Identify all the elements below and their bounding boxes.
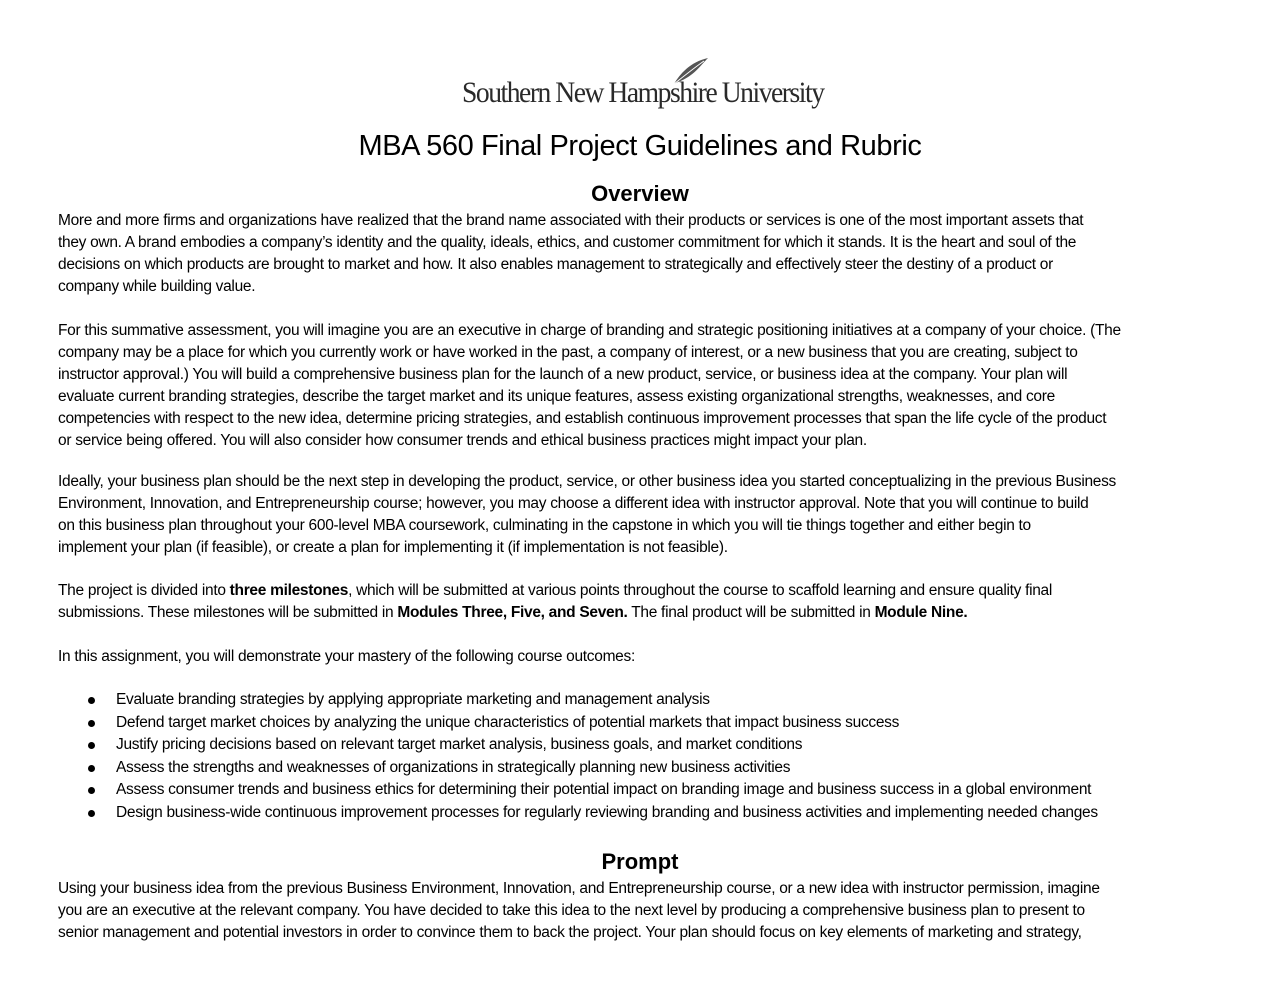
list-item: Design business-wide continuous improvement processes for regularly reviewing branding and business activities and implementing needed changes	[58, 802, 1098, 825]
bullet-icon	[88, 720, 95, 727]
bullet-icon	[88, 742, 95, 749]
prompt-paragraph	[58, 878, 1248, 944]
list-item: Justify pricing decisions based on relevant target market analysis, business goals, and market conditions	[58, 734, 1098, 757]
overview-paragraph-5	[58, 646, 1248, 668]
text-line: company while building value.	[58, 278, 256, 295]
overview-paragraph-1	[58, 210, 1248, 298]
overview-paragraph-2	[58, 320, 1248, 452]
bullet-icon	[88, 697, 95, 704]
text-line: Ideally, your business plan should be the next step in developing the product, service, or other business idea you started conceptualizing in the previous Business	[58, 473, 1117, 490]
prompt-heading: Prompt	[601, 849, 679, 874]
text-line: they own. A brand embodies a company’s identity and the quality, ideals, ethics, and customer commitment for which it stands. It is the heart and soul of the	[58, 234, 1077, 251]
text-line: senior management and potential investors in order to convince them to back the project. Your plan should focus on key elements of marketing and strategy,	[58, 924, 1082, 941]
logo-text: Southern New Hampshire University	[462, 76, 824, 109]
list-item: Defend target market choices by analyzing the unique characteristics of potential markets that impact business success	[58, 712, 1098, 735]
list-item: Assess consumer trends and business ethics for determining their potential impact on branding image and business success in a global environment	[58, 779, 1098, 802]
list-item: Assess the strengths and weaknesses of organizations in strategically planning new business activities	[58, 757, 1098, 780]
text-line: evaluate current branding strategies, describe the target market and its unique features, assess existing organizational strengths, weaknesses, and core	[58, 388, 1055, 405]
text-line: submissions. These milestones will be submitted in Modules Three, Five, and Seven. The final product will be submitted in Module Nine.	[58, 604, 968, 621]
bullet-icon	[88, 787, 95, 794]
text-line: More and more firms and organizations have realized that the brand name associated with their products or services is one of the most important assets that	[58, 212, 1084, 229]
final-module-emphasis: Module Nine.	[874, 604, 968, 621]
university-logo	[462, 56, 822, 114]
bullet-icon	[88, 765, 95, 772]
text-line: decisions on which products are brought to market and how. It also enables management to strategically and effectively steer the destiny of a product or	[58, 256, 1053, 273]
milestones-emphasis: three milestones	[229, 582, 349, 599]
text-line: implement your plan (if feasible), or create a plan for implementing it (if implementation is not feasible).	[58, 539, 728, 556]
text-line: The project is divided into three milestones, which will be submitted at various points throughout the course to scaffold learning and ensure quality final	[58, 582, 1053, 599]
overview-paragraph-4	[58, 580, 1248, 624]
modules-emphasis: Modules Three, Five, and Seven.	[397, 604, 628, 621]
text-line: company may be a place for which you currently work or have worked in the past, a company of interest, or a new business that you are creating, subject to	[58, 344, 1078, 361]
text-line: you are an executive at the relevant company. You have decided to take this idea to the next level by producing a comprehensive business plan to present to	[58, 902, 1085, 919]
course-outcomes-list	[58, 689, 1098, 825]
text-line: Environment, Innovation, and Entrepreneurship course; however, you may choose a different idea with instructor approval. Note that you will continue to build	[58, 495, 1089, 512]
page-title: MBA 560 Final Project Guidelines and Rubric	[358, 130, 922, 162]
text-line: For this summative assessment, you will imagine you are an executive in charge of branding and strategic positioning initiatives at a company of your choice. (The	[58, 322, 1121, 339]
text-line: Using your business idea from the previous Business Environment, Innovation, and Entrepreneurship course, or a new idea with instructor permission, imagine	[58, 880, 1100, 897]
overview-paragraph-3	[58, 471, 1248, 559]
bullet-icon	[88, 810, 95, 817]
text-line: on this business plan throughout your 600-level MBA coursework, culminating in the capstone in which you will tie things together and either begin to	[58, 517, 1031, 534]
list-item: Evaluate branding strategies by applying appropriate marketing and management analysis	[58, 689, 1098, 712]
overview-heading: Overview	[591, 181, 689, 206]
text-line: competencies with respect to the new idea, determine pricing strategies, and establish continuous improvement processes that span the life cycle of the product	[58, 410, 1107, 427]
text-line: or service being offered. You will also consider how consumer trends and ethical business practices might impact your plan.	[58, 432, 867, 449]
text-line: In this assignment, you will demonstrate your mastery of the following course outcomes:	[58, 648, 635, 665]
text-line: instructor approval.) You will build a comprehensive business plan for the launch of a new product, service, or business idea at the company. Your plan will	[58, 366, 1068, 383]
